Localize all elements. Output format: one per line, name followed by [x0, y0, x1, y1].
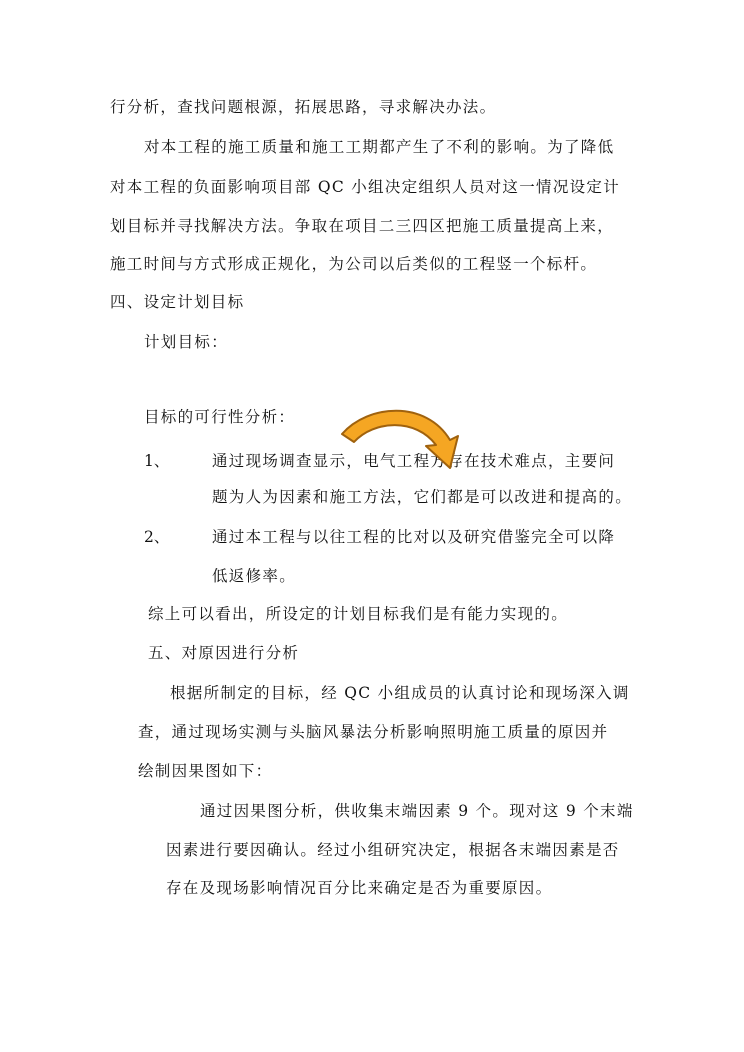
text-line-19: 因素进行要因确认。经过小组研究决定，根据各末端因素是否 [166, 841, 620, 859]
text-line-17: 绘制因果图如下： [138, 762, 273, 780]
curved-arrow-icon [334, 404, 466, 474]
text-line-15: 根据所制定的目标，经 QC 小组成员的认真讨论和现场深入调 [170, 684, 630, 702]
text-line-20: 存在及现场影响情况百分比来确定是否为重要原因。 [166, 879, 553, 897]
list-item-1-line-2: 题为人为因素和施工方法，它们都是可以改进和提高的。 [212, 488, 633, 506]
section-heading-5: 五、对原因进行分析 [148, 644, 300, 662]
text-line-1: 行分析，查找问题根源，拓展思路，寻求解决办法。 [110, 98, 497, 116]
text-line-4: 划目标并寻找解决方法。争取在项目二三四区把施工质量提高上来， [110, 217, 615, 235]
section-heading-4: 四、设定计划目标 [110, 293, 245, 311]
list-number-1: 1、 [144, 452, 170, 470]
text-line-16: 查，通过现场实测与头脑风暴法分析影响照明施工质量的原因并 [138, 723, 609, 741]
list-item-2-line-1: 通过本工程与以往工程的比对以及研究借鉴完全可以降 [212, 528, 616, 546]
feasibility-label: 目标的可行性分析： [144, 408, 296, 426]
curved-arrow-shape [342, 411, 458, 468]
text-line-18: 通过因果图分析，供收集末端因素 9 个。现对这 9 个末端 [200, 802, 634, 820]
list-item-1-line-1: 通过现场调查显示，电气工程方存在技术难点，主要问 [212, 452, 616, 470]
text-line-3: 对本工程的负面影响项目部 QC 小组决定组织人员对这一情况设定计 [110, 178, 621, 196]
summary-line: 综上可以看出，所设定的计划目标我们是有能力实现的。 [148, 605, 569, 623]
list-item-2-line-2: 低返修率。 [212, 567, 297, 585]
list-number-2: 2、 [144, 528, 170, 546]
plan-goal-label: 计划目标： [144, 333, 229, 351]
text-line-5: 施工时间与方式形成正规化，为公司以后类似的工程竖一个标杆。 [110, 255, 598, 273]
text-line-2: 对本工程的施工质量和施工工期都产生了不利的影响。为了降低 [144, 138, 615, 156]
